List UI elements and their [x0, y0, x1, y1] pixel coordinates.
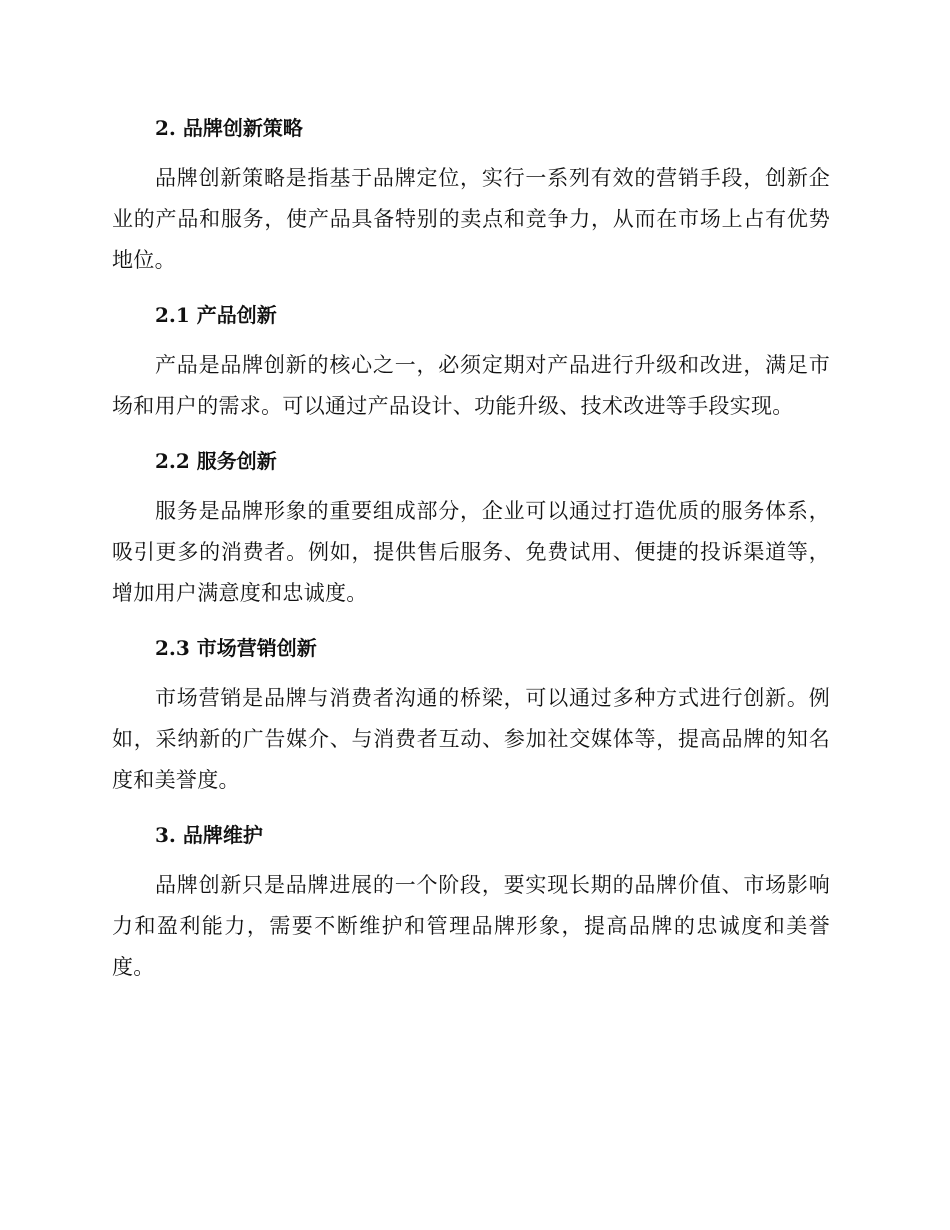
section-paragraph: 品牌创新策略是指基于品牌定位，实行一系列有效的营销手段，创新企业的产品和服务，使产品具备特别的卖点和竞争力，从而在市场上占有优势地位。 [112, 166, 830, 272]
section-paragraph: 品牌创新只是品牌进展的一个阶段，要实现长期的品牌价值、市场影响力和盈利能力，需要不断维护和管理品牌形象，提高品牌的忠诚度和美誉度。 [112, 873, 830, 979]
section-paragraph: 市场营销是品牌与消费者沟通的桥梁，可以通过多种方式进行创新。例如，采纳新的广告媒介、与消费者互动、参加社交媒体等，提高品牌的知名度和美誉度。 [112, 686, 830, 792]
document-body [112, 108, 830, 1002]
section-paragraph: 产品是品牌创新的核心之一，必须定期对产品进行升级和改进，满足市场和用户的需求。可以通过产品设计、功能升级、技术改进等手段实现。 [112, 353, 830, 418]
section-heading: 2.1 产品创新 [155, 303, 277, 327]
section-heading: 2.2 服务创新 [155, 449, 277, 473]
section-paragraph: 服务是品牌形象的重要组成部分，企业可以通过打造优质的服务体系，吸引更多的消费者。例如，提供售后服务、免费试用、便捷的投诉渠道等，增加用户满意度和忠诚度。 [112, 499, 830, 605]
section-heading: 2.3 市场营销创新 [155, 636, 317, 660]
section-heading: 3. 品牌维护 [155, 823, 263, 847]
section-heading: 2. 品牌创新策略 [155, 116, 303, 140]
